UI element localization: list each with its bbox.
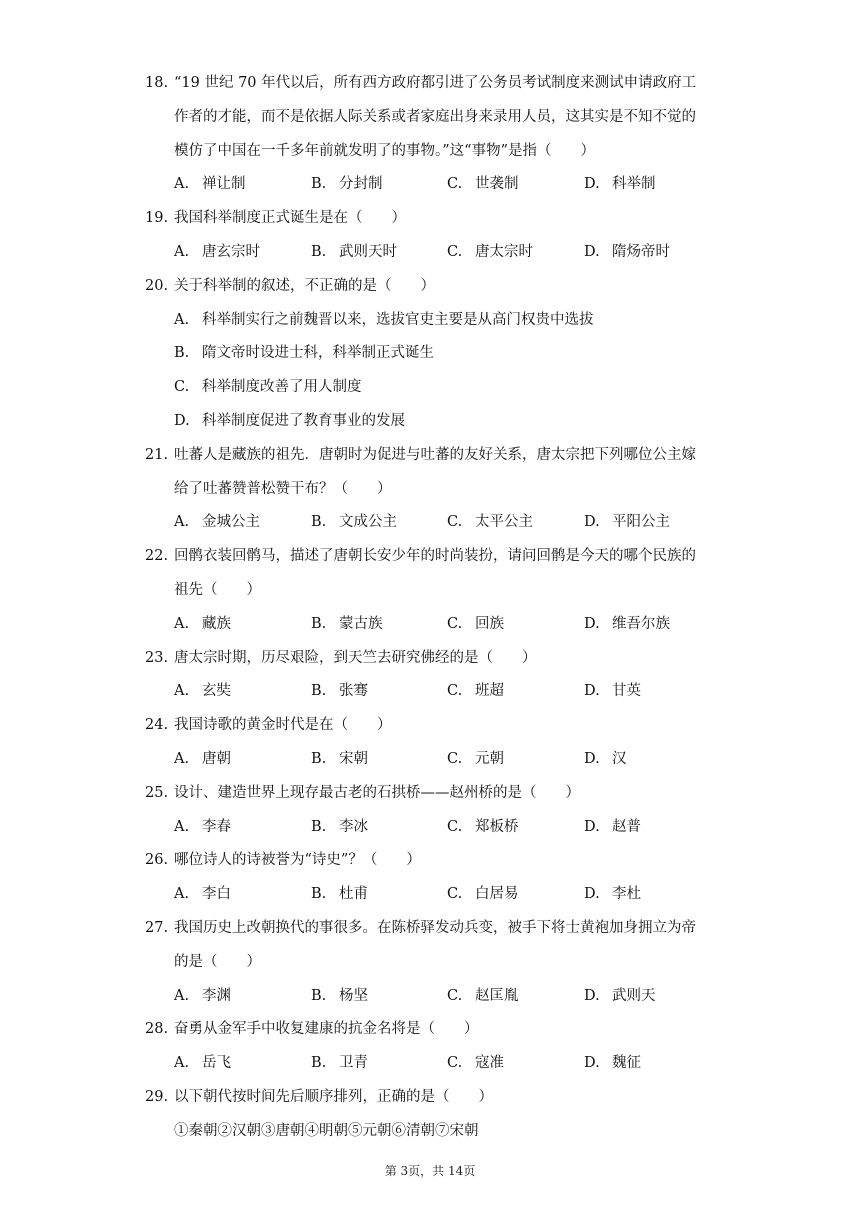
option-text: 郑板桥 xyxy=(475,818,519,835)
option xyxy=(174,343,434,363)
question-text: 哪位诗人的诗被誉为“诗史”？（ ） xyxy=(174,852,421,869)
option xyxy=(447,1053,504,1073)
option-text: 世袭制 xyxy=(475,176,519,193)
option-text: 唐朝 xyxy=(202,751,231,767)
option-letter: C. xyxy=(447,683,463,700)
option-text: 张骞 xyxy=(339,683,368,700)
option-text: 藏族 xyxy=(202,615,231,632)
option xyxy=(174,986,231,1006)
option xyxy=(311,817,368,837)
option-letter: A. xyxy=(174,818,190,835)
option-text: 赵匡胤 xyxy=(475,987,519,1004)
option xyxy=(174,512,260,532)
option-letter: B. xyxy=(311,176,327,193)
option-text: 平阳公主 xyxy=(612,514,670,531)
option xyxy=(174,884,231,904)
option-text: 蒙古族 xyxy=(339,615,383,632)
question-text: 回鹘衣装回鹘马，描述了唐朝长安少年的时尚装扮，请问回鹘是今天的哪个民族的 xyxy=(174,548,696,565)
option xyxy=(174,614,231,634)
question-text: 唐太宗时期，历尽艰险，到天竺去研究佛经的是（ ） xyxy=(174,649,537,666)
option-text: 唐太宗时 xyxy=(475,244,533,260)
option-letter: D. xyxy=(584,818,600,835)
question-text: 设计、建造世界上现存最古老的石拱桥——赵州桥的是（ ） xyxy=(174,784,580,801)
option xyxy=(447,242,533,262)
option-letter: C. xyxy=(447,244,463,260)
question-text: 我国科举制度正式诞生是在（ ） xyxy=(174,210,406,227)
option-letter: D. xyxy=(584,987,600,1004)
option-text: 李渊 xyxy=(202,987,231,1004)
option xyxy=(584,242,670,262)
option xyxy=(174,377,362,397)
option xyxy=(311,681,368,701)
option-text: 岳飞 xyxy=(202,1055,231,1072)
option xyxy=(584,1053,641,1073)
option-text: 隋炀帝时 xyxy=(612,244,670,260)
option-letter: A. xyxy=(174,987,190,1004)
question-number: 28. xyxy=(145,1021,169,1038)
question-text: 吐蕃人是藏族的祖先．唐朝时为促进与吐蕃的友好关系，唐太宗把下列哪位公主嫁 xyxy=(174,446,696,463)
option-text: 李杜 xyxy=(612,886,641,903)
option-letter: D. xyxy=(584,176,600,193)
option-text: 李冰 xyxy=(339,818,368,835)
option-text: 班超 xyxy=(475,683,504,700)
question-text: 作者的才能，而不是依据人际关系或者家庭出身来录用人员，这其实是不知不觉的 xyxy=(174,108,696,125)
option xyxy=(311,614,383,634)
option-text: 文成公主 xyxy=(339,514,397,531)
option-letter: B. xyxy=(311,987,327,1004)
option xyxy=(174,411,405,431)
option-letter: C. xyxy=(447,886,463,903)
option xyxy=(447,174,519,194)
option-letter: C. xyxy=(447,514,463,531)
option-text: 卫青 xyxy=(339,1055,368,1072)
option-letter: A. xyxy=(174,1055,190,1072)
option-letter: C. xyxy=(447,176,463,193)
option-letter: D. xyxy=(584,751,600,767)
option-text: 元朝 xyxy=(475,751,504,767)
option-text: 禅让制 xyxy=(202,176,246,193)
option xyxy=(584,174,656,194)
option xyxy=(174,242,260,262)
option xyxy=(447,986,519,1006)
option-text: 杨坚 xyxy=(339,987,368,1004)
question-text: 关于科举制的叙述，不正确的是（ ） xyxy=(174,277,435,294)
option-letter: D. xyxy=(584,615,600,632)
question-text: “19 世纪 70 年代以后，所有西方政府都引进了公务员考试制度来测试申请政府工 xyxy=(174,75,697,91)
option-text: 科举制度改善了用人制度 xyxy=(202,379,362,396)
option-letter: B. xyxy=(311,1055,327,1072)
option xyxy=(584,749,627,769)
option-text: 赵普 xyxy=(612,818,641,835)
option-letter: D. xyxy=(584,244,600,260)
option xyxy=(311,986,368,1006)
option-text: 武则天时 xyxy=(339,244,397,260)
option-text: 魏征 xyxy=(612,1055,641,1072)
option-letter: C. xyxy=(174,379,190,396)
question-number: 29. xyxy=(145,1089,169,1105)
question-number: 26. xyxy=(145,852,169,869)
option-letter: B. xyxy=(311,751,327,767)
option xyxy=(584,681,641,701)
option-letter: A. xyxy=(174,176,190,193)
question-number: 19. xyxy=(145,210,169,227)
option-letter: D. xyxy=(174,413,190,429)
option-text: 科举制度促进了教育事业的发展 xyxy=(202,413,405,429)
option-letter: B. xyxy=(311,683,327,700)
option xyxy=(447,749,504,769)
option xyxy=(311,174,383,194)
question-number: 25. xyxy=(145,784,169,801)
option xyxy=(447,884,519,904)
option xyxy=(584,614,670,634)
option-text: 白居易 xyxy=(475,886,519,903)
option xyxy=(584,986,656,1006)
question-text: 祖先（ ） xyxy=(174,582,261,598)
option-letter: B. xyxy=(311,514,327,531)
option xyxy=(584,817,641,837)
option-text: 李白 xyxy=(202,886,231,903)
option xyxy=(311,1053,368,1073)
option-letter: C. xyxy=(447,615,463,632)
option xyxy=(174,681,231,701)
option-text: 分封制 xyxy=(339,176,383,193)
question-number: 23. xyxy=(145,649,169,666)
option xyxy=(311,749,368,769)
option xyxy=(447,512,533,532)
option-letter: C. xyxy=(447,1055,463,1072)
option-letter: D. xyxy=(584,886,600,903)
option-text: 玄奘 xyxy=(202,683,231,700)
option-letter: B. xyxy=(311,244,327,260)
option-text: 汉 xyxy=(612,751,627,767)
option-letter: D. xyxy=(584,514,600,531)
option xyxy=(311,884,368,904)
option-text: 杜甫 xyxy=(339,886,368,903)
option xyxy=(174,817,231,837)
question-number: 27. xyxy=(145,920,169,936)
question-number: 18. xyxy=(145,75,169,91)
option xyxy=(311,512,397,532)
option xyxy=(311,242,397,262)
option-text: 武则天 xyxy=(612,987,656,1004)
question-text: 我国诗歌的黄金时代是在（ ） xyxy=(174,717,392,734)
option-letter: B. xyxy=(311,818,327,835)
option xyxy=(174,310,594,330)
option-letter: A. xyxy=(174,311,190,328)
option-letter: A. xyxy=(174,244,190,260)
question-number: 24. xyxy=(145,717,169,734)
option-letter: B. xyxy=(311,615,327,632)
question-text: ①秦朝②汉朝③唐朝④明朝⑤元朝⑥清朝⑦宋朝 xyxy=(174,1122,479,1139)
option-letter: B. xyxy=(311,886,327,903)
option-letter: C. xyxy=(447,751,463,767)
question-number: 20. xyxy=(145,277,169,294)
option-text: 寇准 xyxy=(475,1055,504,1072)
option xyxy=(174,749,231,769)
option-letter: A. xyxy=(174,683,190,700)
question-number: 21. xyxy=(145,446,169,463)
option-text: 甘英 xyxy=(612,683,641,700)
option-letter: A. xyxy=(174,615,190,632)
option-letter: A. xyxy=(174,886,190,903)
option-text: 金城公主 xyxy=(202,514,260,531)
option-letter: D. xyxy=(584,1055,600,1072)
option-text: 李春 xyxy=(202,818,231,835)
question-text: 奋勇从金军手中收复建康的抗金名将是（ ） xyxy=(174,1021,479,1038)
page-footer: 第 3页，共 14页 xyxy=(384,1164,476,1178)
option-text: 隋文帝时设进士科，科举制正式诞生 xyxy=(202,345,434,362)
question-number: 22. xyxy=(145,548,169,565)
option-text: 宋朝 xyxy=(339,751,368,767)
option-letter: A. xyxy=(174,514,190,531)
option xyxy=(584,512,670,532)
question-text: 模仿了中国在一千多年前就发明了的事物。”这“事物”是指（ ） xyxy=(174,142,595,159)
option-letter: D. xyxy=(584,683,600,700)
option-text: 太平公主 xyxy=(475,514,533,531)
option xyxy=(447,614,504,634)
option xyxy=(174,1053,231,1073)
option xyxy=(584,884,641,904)
question-text: 以下朝代按时间先后顺序排列，正确的是（ ） xyxy=(174,1089,493,1105)
option-text: 回族 xyxy=(475,615,504,632)
question-text: 的是（ ） xyxy=(174,953,261,970)
option xyxy=(447,681,504,701)
option xyxy=(447,817,519,837)
option-text: 科举制 xyxy=(612,176,656,193)
option-text: 科举制实行之前魏晋以来，选拔官吏主要是从高门权贵中选拔 xyxy=(202,311,594,328)
option xyxy=(174,174,246,194)
question-text: 给了吐蕃赞普松赞干布？（ ） xyxy=(174,480,392,497)
option-letter: A. xyxy=(174,751,190,767)
option-letter: C. xyxy=(447,818,463,835)
option-letter: C. xyxy=(447,987,463,1004)
question-text: 我国历史上改朝换代的事很多。在陈桥驿发动兵变，被手下将士黄袍加身拥立为帝 xyxy=(174,920,696,936)
option-text: 维吾尔族 xyxy=(612,615,670,632)
option-letter: B. xyxy=(174,345,190,362)
option-text: 唐玄宗时 xyxy=(202,244,260,260)
